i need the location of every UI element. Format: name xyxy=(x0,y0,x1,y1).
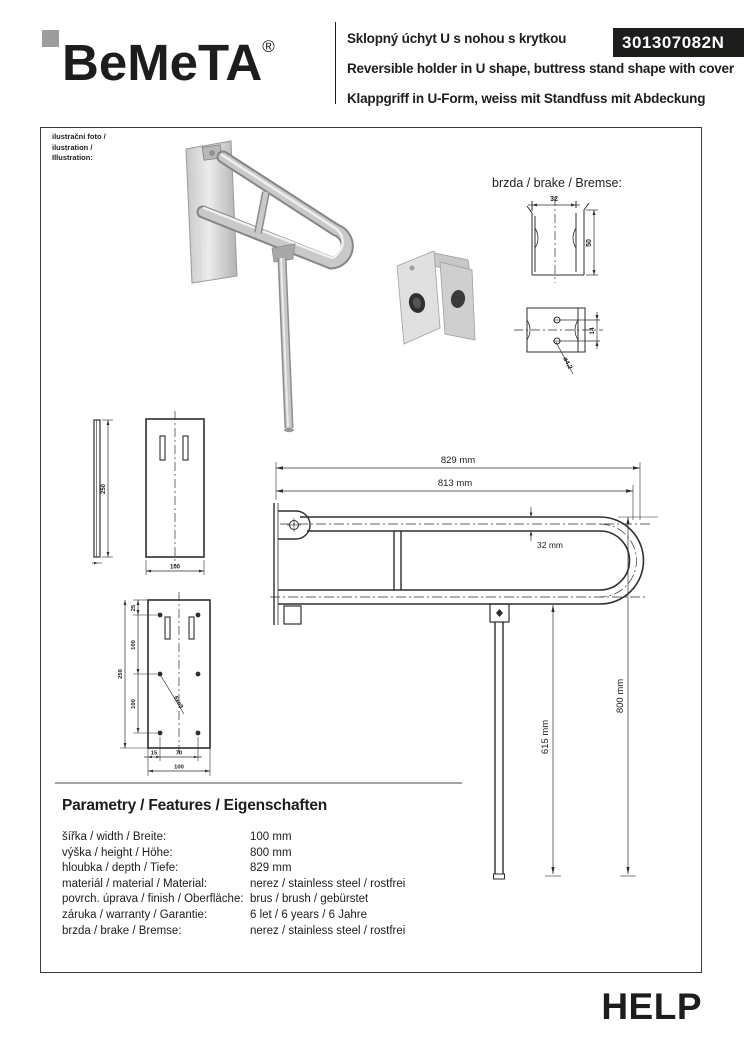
plate-dim-width-total: 100 xyxy=(174,764,184,771)
brake-dim-hole-pitch: 14 xyxy=(589,327,596,335)
param-label-width: šířka / width / Breite: xyxy=(62,831,167,843)
product-title-german: Klappgriff in U-Form, weiss mit Standfuss mit Abdeckung xyxy=(347,91,706,106)
plate-dim-holes: 6xø9 xyxy=(171,695,184,710)
brake-dim-hole-dia: ø4,2 xyxy=(561,355,574,371)
plate-dim-pitch-h: 70 xyxy=(175,750,183,757)
table-row xyxy=(62,924,405,940)
product-photo xyxy=(186,141,347,432)
illustration-label-line1: ilustrační foto / xyxy=(52,132,106,141)
parameters-heading: Parametry / Features / Eigenschaften xyxy=(62,797,328,814)
plate-dim-offset-side: 15 xyxy=(150,750,158,757)
logo-square xyxy=(42,30,59,47)
table-row xyxy=(62,846,405,862)
main-dim-depth-total: 829 mm xyxy=(440,455,476,466)
main-dim-total-height: 800 mm xyxy=(615,678,626,714)
plate-dim-pitch1: 100 xyxy=(131,640,137,650)
mounting-plate-drawing xyxy=(118,592,210,776)
table-row xyxy=(62,908,405,924)
param-label-height: výška / height / Höhe: xyxy=(62,846,173,859)
plate-dim-pitch2: 100 xyxy=(131,699,137,709)
brake-photo xyxy=(397,251,475,344)
table-row xyxy=(62,877,405,893)
param-value-height: 800 mm xyxy=(250,846,292,859)
brake-dim-width: 32 xyxy=(550,196,558,203)
param-label-finish: povrch. úprava / finish / Oberfläche: xyxy=(62,893,244,906)
main-dim-depth-inner: 813 mm xyxy=(437,478,473,489)
param-value-material: nerez / stainless steel / rostfrei xyxy=(250,877,406,890)
main-side-view-drawing xyxy=(270,455,658,879)
plate-dim-height-total: 250 xyxy=(118,669,124,679)
registered-trademark-symbol: ® xyxy=(262,37,275,56)
table-row xyxy=(62,892,405,908)
main-dim-tube-dia: 32 mm xyxy=(537,540,563,550)
help-brand-logo: HELP xyxy=(601,986,702,1027)
table-row xyxy=(62,830,405,846)
cover-side-profile-drawing xyxy=(92,420,113,564)
parameters-table xyxy=(62,830,405,939)
header-divider xyxy=(335,22,336,104)
product-title-czech: Sklopný úchyt U s nohou s krytkou xyxy=(347,31,567,46)
illustration-label-line2: ilustration / xyxy=(52,142,93,152)
brake-dim-height: 50 xyxy=(586,239,593,247)
brand-logo xyxy=(62,18,275,92)
param-label-warranty: záruka / warranty / Garantie: xyxy=(62,908,208,921)
plate-dim-offset-top: 25 xyxy=(131,604,137,612)
brake-drawing-side xyxy=(514,308,603,374)
brand-logo-text: BeMeTA xyxy=(62,34,263,91)
cover-front-view-drawing xyxy=(146,411,204,575)
product-code-badge: 301307082N xyxy=(613,28,744,57)
brake-drawing-front xyxy=(527,196,598,283)
param-label-depth: hloubka / depth / Tiefe: xyxy=(62,862,179,875)
main-dim-leg-height: 615 mm xyxy=(540,719,551,755)
brake-section-label: brzda / brake / Bremse: xyxy=(492,176,622,190)
param-label-brake: brzda / brake / Bremse: xyxy=(62,924,182,937)
param-value-brake: nerez / stainless steel / rostfrei xyxy=(250,924,406,937)
param-value-depth: 829 mm xyxy=(250,862,292,875)
param-label-material: materiál / material / Material: xyxy=(62,877,208,890)
param-value-finish: brus / brush / gebürstet xyxy=(250,893,369,906)
cover-dim-width: 100 xyxy=(169,564,181,571)
cover-dim-height: 250 xyxy=(101,483,107,495)
table-row xyxy=(62,861,405,877)
illustration-label-line3: Illustration: xyxy=(52,153,93,162)
product-title-english: Reversible holder in U shape, buttress stand shape with cover xyxy=(347,61,734,76)
param-value-warranty: 6 let / 6 years / 6 Jahre xyxy=(250,908,367,921)
param-value-width: 100 mm xyxy=(250,831,292,843)
